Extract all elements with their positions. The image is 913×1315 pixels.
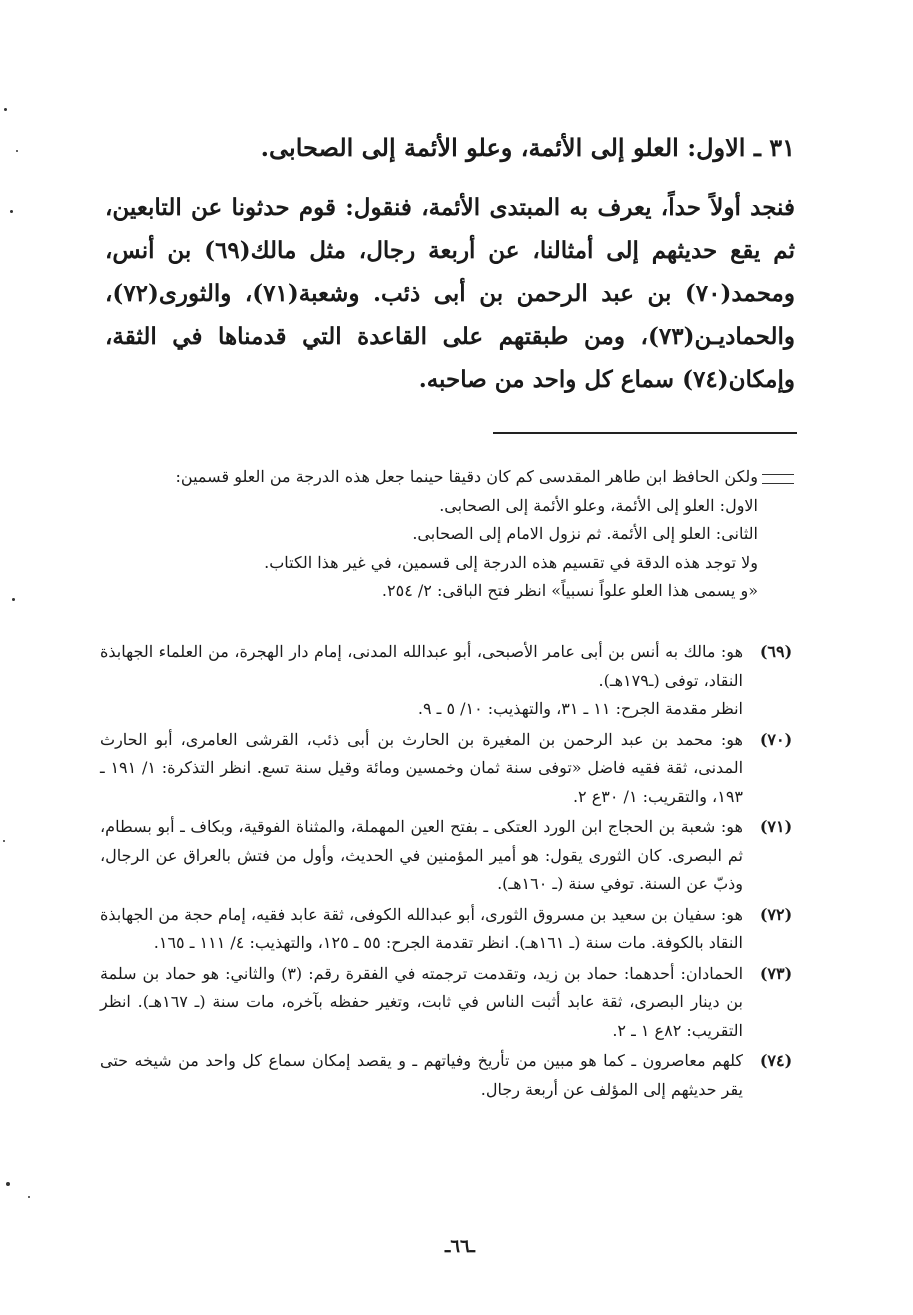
footnote-number: (٧٠): [759, 729, 793, 749]
footnote-reference: انظر مقدمة الجرح: ١١ ـ ٣١، والتهذيب: ١٠/ ٥ ـ ٩.: [417, 699, 743, 718]
footnote-text: هو: شعبة بن الحجاج ابن الورد العتكى ـ بفتح العين المهملة، والمثناة الفوقية، وبكاف ـ أبو بسطام، ثم البصرى. كان الثورى يقول: هو أمير المؤمنين في الحديث، وأول من فتش بالعراق عن الرجال، وذبّ عن السنة. توفي سنة (ـ ١٦٠هـ).: [100, 817, 743, 893]
footnote-73: [100, 960, 795, 1046]
section-title: العلو إلى الأئمة، وعلو الأئمة إلى الصحابى.: [260, 133, 679, 162]
footnote-intro-line: ولكن الحافظ ابن طاهر المقدسى كم كان دقيقا حينما جعل هذه الدرجة من العلو قسمين:: [175, 467, 758, 486]
scan-speck: [16, 150, 18, 152]
footnote-number: (٧١): [759, 817, 793, 836]
page-number: ـ٦٦ـ: [445, 1236, 475, 1257]
scan-speck: [28, 1196, 30, 1198]
footnote-number: (٧٤): [759, 1051, 793, 1070]
footnote-intro-line: الثانى: العلو إلى الأئمة. ثم نزول الامام إلى الصحابى.: [412, 524, 758, 543]
scan-speck: [4, 108, 7, 111]
footnote-intro-line: ولا توجد هذه الدقة في تقسيم هذه الدرجة إلى قسمين، في غير هذا الكتاب.: [264, 552, 758, 572]
footnote-74: [100, 1047, 795, 1104]
footnote-text: هو: مالك به أنس بن أبى عامر الأصبحى، أبو عبدالله المدنى، إمام دار الهجرة، من العلماء الجهابذة النقاد، توفى (ـ١٧٩هـ).: [100, 642, 743, 690]
footnote-text: الحمادان: أحدهما: حماد بن زيد، وتقدمت ترجمته في الفقرة رقم: (٣) والثاني: هو حماد بن سلمة بن دينار البصرى، ثقة عابد أثبت الناس في ثابت، وتغير حفظه بآخره، مات سنة (ـ ١٦٧هـ). انظر التقريب: ٨٢ع ١ ـ ٢.: [100, 963, 744, 1040]
scan-speck: [3, 840, 5, 842]
footnotes-list: [100, 638, 795, 1106]
footnote-intro-line: «و يسمى هذا العلو علواً نسبياً» انظر فتح الباقى: ٢/ ٢٥٤.: [381, 581, 758, 600]
footnote-70: [100, 726, 795, 812]
footnote-69: [100, 638, 795, 724]
section-number: ٣١ ـ: [753, 133, 795, 162]
footnote-number: (٧٣): [759, 963, 793, 983]
footnote-text: كلهم معاصرون ـ كما هو مبين من تأريخ وفياتهم ـ و يقصد إمكان سماع كل واحد من شيخه حتى يقر حديثهم إلى المؤلف عن أربعة رجال.: [100, 1051, 743, 1099]
scan-speck: [10, 210, 13, 213]
section-heading: [105, 128, 795, 168]
footnote-72: [100, 901, 795, 958]
section-label: الاول:: [687, 133, 746, 162]
footnote-separator: [493, 432, 797, 434]
footnote-intro: [118, 463, 758, 606]
footnote-text: هو: محمد بن عبد الرحمن بن المغيرة بن الحارث بن أبى ذئب، القرشى العامرى، أبو الحارث المدنى، ثقة فقيه فاضل «توفى سنة ثمان وخمسين ومائة وقيل سنة تسع. انظر التذكرة: ١/ ١٩١ ـ ١٩٣، والتقريب: ١/ ٣٠ع ٢.: [100, 729, 744, 806]
footnote-text: هو: سفيان بن سعيد بن مسروق الثورى، أبو عبدالله الكوفى، ثقة عابد فقيه، إمام حجة من الجهابذة النقاد بالكوفة. مات سنة (ـ ١٦١هـ). انظر تقدمة الجرح: ٥٥ ـ ١٢٥، والتهذيب: ٤/ ١١١ ـ ١٦٥.: [100, 904, 743, 952]
continuation-mark: [762, 474, 794, 484]
footnote-intro-line: الاول: العلو إلى الأئمة، وعلو الأئمة إلى الصحابى.: [439, 495, 758, 515]
scan-speck: [6, 1182, 10, 1186]
footnote-71: [100, 813, 795, 899]
footnote-number: (٧٢): [759, 904, 793, 924]
main-paragraph: فنجد أولاً حداً، يعرف به المبتدى الأئمة، فنقول: قوم حدثونا عن التابعين، ثم يقع حديثهم إلى أمثالنا، عن أربعة رجال، مثل مالك(٦٩) بن أنس، ومحمد(٧٠) بن عبد الرحمن بن أبى ذئب. وشعبة(٧١)، والثورى(٧٢)، والحماديـن(٧٣)، ومن طبقتهم على القاعدة التي قدمناها في الثقة، وإمكان(٧٤) سماع كل واحد من صاحبه.: [105, 194, 795, 393]
scan-speck: [12, 598, 15, 601]
footnote-number: (٦٩): [759, 642, 793, 661]
